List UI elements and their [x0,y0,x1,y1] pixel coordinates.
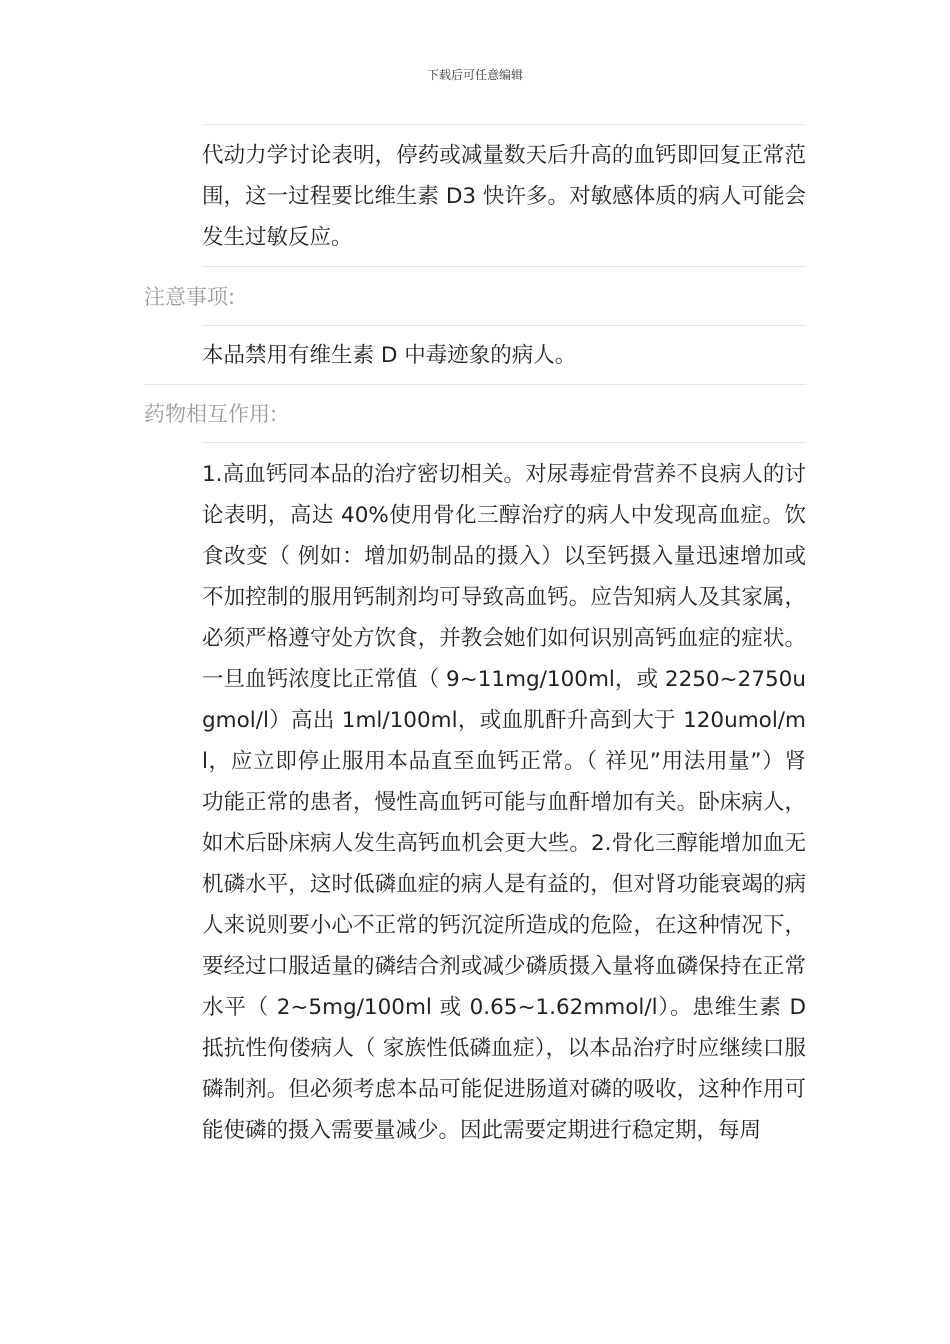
divider [202,266,806,267]
divider [202,442,806,443]
interactions-paragraph: 1.高血钙同本品的治疗密切相关。对尿毒症骨营养不良病人的讨论表明，高达 40%使用骨化三醇治疗的病人中发现高血症。饮食改变（ 例如：增加奶制品的摄入）以至钙摄入量迅速增加或不加控制的服用钙制剂均可导致高血钙。应告知病人及其家属，必须严格遵守处方饮食，并教会她们如何识别高钙血症的症状。一旦血钙浓度比正常值（ 9~11mg/100ml，或 2250~2750ugmol/l）高出 1ml/100ml，或血肌酐升高到大于 120umol/ml，应立即停止服用本品直至血钙正常。（ 祥见”用法用量”）肾功能正常的患者，慢性高血钙可能与血酐增加有关。卧床病人，如术后卧床病人发生高钙血机会更大些。2.骨化三醇能增加血无机磷水平，这时低磷血症的病人是有益的，但对肾功能衰竭的病人来说则要小心不正常的钙沉淀所造成的危险，在这种情况下，要经过口服适量的磷结合剂或减少磷质摄入量将血磷保持在正常水平（ 2~5mg/100ml 或 0.65~1.62mmol/l）。患维生素 D 抵抗性佝偻病人（ 家族性低磷血症），以本品治疗时应继续口服磷制剂。但必须考虑本品可能促进肠道对磷的吸收，这种作用可能使磷的摄入需要量减少。因此需要定期进行稳定期，每周 [202,462,806,1143]
precautions-heading: 注意事项: [144,285,236,309]
divider [202,325,806,326]
page-header: 下载后可任意编辑 [426,68,523,82]
divider [202,124,806,125]
interactions-heading: 药物相互作用: [144,402,278,426]
divider [144,384,806,385]
precautions-paragraph: 本品禁用有维生素 D 中毒迹象的病人。 [202,343,577,368]
intro-paragraph: 代动力学讨论表明，停药或减量数天后升高的血钙即回复正常范围，这一过程要比维生素 D3 快许多。对敏感体质的病人可能会发生过敏反应。 [202,143,806,250]
